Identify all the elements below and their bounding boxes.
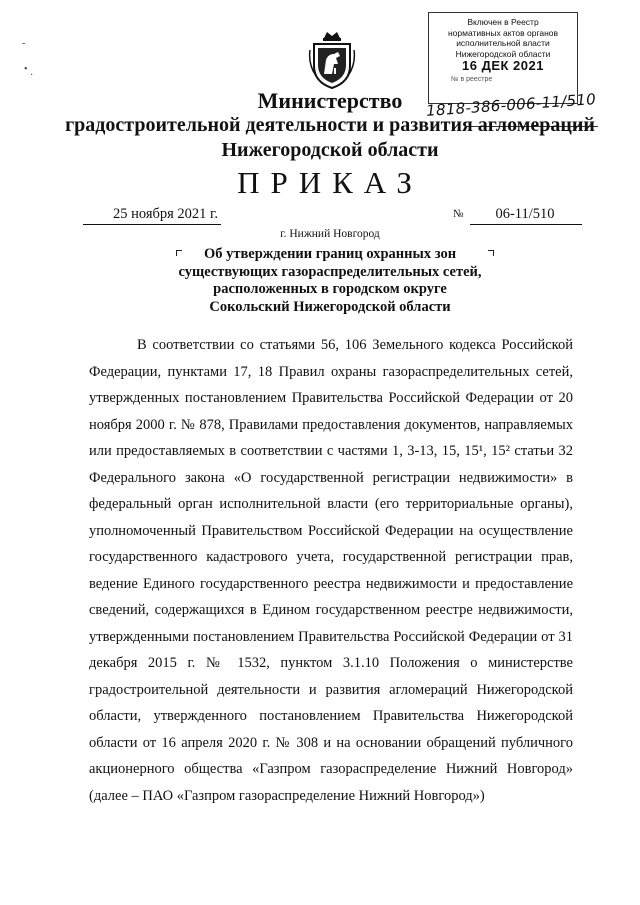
ministry-region: Нижегородской области — [221, 139, 439, 161]
stamp-line: Включен в Реестр — [467, 17, 539, 27]
subject-line: расположенных в городском округе — [213, 281, 447, 297]
ministry-subtitle: градостроительной деятельности и развития агломераций — [65, 114, 595, 136]
body-line: утвержденными постановлением Правительства Российской Федерации от 31 — [89, 628, 573, 645]
scan-mark: - — [22, 38, 26, 49]
stamp-line: нормативных актов органов — [447, 27, 559, 38]
body-line: федеральный орган исполнительной власти (его территориальные органы), — [89, 496, 573, 512]
document-subject — [130, 246, 530, 316]
body-line: ноября 2000 г. № 878, Правилами предоставления документов, направляемых — [89, 416, 573, 433]
subject-line: Об утверждении границ охранных зон — [203, 246, 457, 262]
ministry-title: Министерство — [257, 88, 403, 113]
document-type: ПРИКАЗ — [237, 165, 423, 200]
number-label: № — [453, 208, 464, 220]
document-number: 06-11/510 — [495, 206, 555, 222]
subject-line: существующих газораспределительных сетей, — [178, 263, 482, 280]
scan-mark: • — [24, 64, 28, 75]
body-line: или предоставляемых в соответствии с частями 1, 3-13, 15, 15¹, 15² статьи 32 — [89, 443, 573, 459]
stamp-line: исполнительной власти — [456, 38, 550, 48]
number-underline — [470, 224, 582, 225]
body-line: (далее – ПАО «Газпром газораспределение Нижний Новгород») — [89, 787, 485, 804]
body-line: области от 16 апреля 2020 г. № 308 и на основании обращений публичного — [89, 734, 573, 751]
body-line: области, утвержденного постановлением Правительства Нижегородской — [89, 708, 573, 724]
body-line: утвержденных постановлением Правительства Российской Федерации от 20 — [89, 390, 573, 406]
stamp-registry-number: 1818-386-006-11/510 — [425, 90, 597, 120]
stamp-line: Нижегородской области — [455, 48, 551, 59]
body-line: сведений, содержащихся в Едином государственном реестре недвижимости, — [89, 602, 573, 618]
date-underline — [83, 224, 221, 225]
body-line: декабря 2015 г. № 1532, пунктом 3.1.10 Положения о министерстве — [89, 655, 573, 671]
stamp-date: 16 ДЕК 2021 — [462, 58, 544, 73]
body-line: ведение Единого государственного реестра недвижимости и предоставление — [89, 575, 573, 592]
body-line: градостроительной деятельности и развития агломераций Нижегородской — [89, 681, 573, 698]
document-city: г. Нижний Новгород — [280, 228, 380, 240]
coat-of-arms-emblem — [308, 30, 356, 90]
body-line: Федерации, пунктами 17, 18 Правил охраны газораспределительных сетей, — [89, 363, 573, 380]
document-date: 25 ноября 2021 г. — [112, 206, 218, 222]
subject-line: Сокольский Нижегородской области — [209, 298, 451, 315]
body-line: уполномоченный Правительством Российской Федерации на осуществление — [89, 522, 573, 539]
scan-mark: · — [30, 70, 34, 81]
body-line: акционерного общества «Газпром газораспределение Нижний Новгород» — [89, 761, 573, 777]
stamp-reg-label: № в реестре — [451, 75, 493, 83]
document-body — [89, 332, 573, 809]
body-line: государственного кадастрового учета, государственной регистрации прав, — [89, 549, 573, 565]
body-line: Федерального закона «О государственной регистрации недвижимости» в — [89, 469, 573, 486]
body-line: В соответствии со статьями 56, 106 Земельного кодекса Российской — [137, 337, 573, 353]
